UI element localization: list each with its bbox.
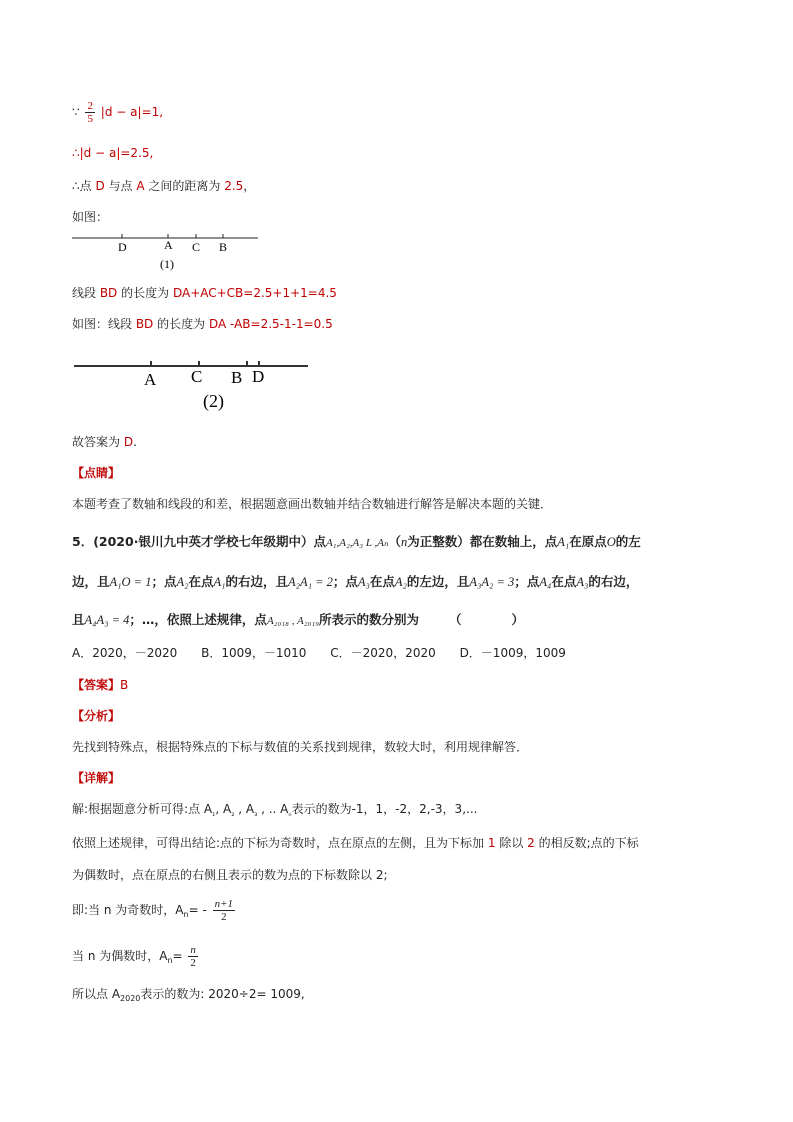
p5-l3-a: 且 — [72, 612, 85, 627]
point-d-label: D — [95, 179, 105, 193]
figure-2-label-d: D — [252, 367, 265, 386]
d4-denominator: 2 — [221, 911, 227, 923]
p5-l2-l: A₂ — [394, 575, 407, 589]
d5-numerator: n — [190, 944, 196, 956]
bd2-text-a: 如图：线段 — [72, 317, 136, 331]
d5-denominator: 2 — [190, 957, 196, 969]
d1-d: ₂ — [231, 809, 235, 818]
detail-line-2 — [72, 834, 639, 851]
fraction-n-over-2 — [188, 944, 198, 969]
p5-l1-a1: A₁ — [557, 535, 570, 549]
problem-5-line-3 — [72, 610, 524, 628]
p5-l1-n: n — [400, 535, 408, 549]
distance-text-g: ， — [243, 179, 256, 193]
problem-5-options — [72, 644, 586, 661]
detail-line-6 — [72, 985, 305, 1003]
bd-calc: DA+AC+CB=2.5+1+1=4.5 — [172, 286, 337, 300]
d4-a: 即:当 n 为奇数时，A — [72, 903, 184, 917]
p5-l2-d: A₂ — [176, 575, 189, 589]
d4-numerator: n+1 — [214, 898, 234, 910]
p5-l1-e: 为正整数）都在数轴上，点 — [407, 534, 558, 549]
p5-l2-f: A₁ — [213, 575, 226, 589]
final-answer-letter: D — [123, 435, 134, 449]
detail-line-3: 为偶数时，点在原点的右侧且表示的数为点的下标数除以 2; — [72, 868, 388, 882]
p5-l1-points: A₁,A₂,A₃ L ,Aₙ — [325, 537, 389, 549]
bd-text-c: 的长度为 — [117, 286, 173, 300]
distance-text-e: 之间的距离为 — [144, 179, 225, 193]
because-symbol: ∵ — [72, 105, 80, 119]
fraction-numerator: 2 — [87, 100, 93, 112]
final-text-c: . — [133, 435, 137, 449]
problem-5-line-2 — [72, 572, 638, 590]
p5-l1-origin: O — [606, 535, 616, 549]
distance-value: 2.5 — [224, 179, 244, 193]
d6-b: 2020 — [120, 994, 141, 1003]
p5-l2-b: A₁O = 1 — [109, 575, 152, 589]
figure-2-label-b: B — [231, 368, 243, 387]
condition-rest: |d − a|=1, — [100, 105, 164, 119]
p5-l2-m: 的左边，且 — [406, 574, 470, 589]
p5-l2-n: A₃A₂ = 3 — [469, 575, 515, 589]
figure-1-caption: (1) — [160, 257, 174, 271]
p5-l2-h: A₂A₁ = 2 — [287, 575, 333, 589]
p5-l3-f: （ ） — [449, 612, 525, 627]
bd-text-a: 线段 — [72, 286, 100, 300]
p5-l3-d: A₂₀₁₈ , A₂₀₁₉ — [266, 615, 320, 627]
point-a-label: A — [136, 179, 145, 193]
line-abs-value: ∴|d − a|=2.5, — [72, 146, 154, 160]
p5-l2-j: A₃ — [357, 575, 370, 589]
line-final-answer — [72, 433, 137, 450]
answer-line — [72, 676, 128, 693]
d4-c: = - — [188, 903, 207, 917]
d5-b: n — [167, 956, 173, 965]
d1-i: 表示的数为-1，1，-2，2,-3，3,... — [291, 802, 478, 816]
detail-line-1 — [72, 800, 477, 818]
detail-line-4 — [72, 898, 237, 923]
p5-l2-a: 边，且 — [72, 574, 110, 589]
figure-2-caption: (2) — [203, 391, 224, 411]
answer-value: B — [120, 678, 129, 692]
d1-a: 解:根据题意分析可得:点 A — [72, 802, 213, 816]
fraction-denominator: 5 — [87, 113, 93, 125]
option-a: A．2020，－2020 — [72, 646, 178, 660]
d1-e: , A — [234, 802, 255, 816]
d2-d: 2 — [527, 836, 535, 850]
detail-line-5 — [72, 944, 200, 969]
option-c: C．－2020，2020 — [330, 646, 436, 660]
p5-l2-g: 的右边，且 — [225, 574, 288, 589]
d2-a: 依照上述规律，可得出结论:点的下标为奇数时，点在原点的左侧，且为下标加 — [72, 836, 488, 850]
bd2-text-c: 的长度为 — [153, 317, 209, 331]
p5-l2-i: ；点 — [332, 574, 358, 589]
answer-heading: 【答案】 — [72, 678, 121, 692]
option-b: B．1009，－1010 — [201, 646, 307, 660]
analysis-heading: 【分析】 — [72, 709, 121, 723]
number-line-figure-2 — [72, 356, 312, 412]
d2-c: 除以 — [495, 836, 528, 850]
distance-text-a: ∴点 — [72, 179, 96, 193]
p5-l1-c: （ — [388, 534, 401, 549]
d1-f: ₃ — [254, 809, 258, 818]
p5-l3-b: A₄A₃ = 4 — [84, 613, 130, 627]
p5-l2-k: 在点 — [369, 574, 395, 589]
detail-heading: 【详解】 — [72, 771, 121, 785]
bd2-label: BD — [135, 317, 154, 331]
d2-b: 1 — [487, 836, 496, 850]
fraction-two-fifths — [85, 100, 95, 125]
d6-c: 表示的数为: 2020÷2= 1009, — [140, 987, 305, 1001]
line-bd-length-1 — [72, 284, 337, 301]
bd2-calc: DA -AB=2.5-1-1=0.5 — [208, 317, 333, 331]
problem-5-line-1 — [72, 532, 641, 550]
p5-l2-c: ；点 — [151, 574, 177, 589]
p5-l2-s: 的右边， — [588, 574, 639, 589]
p5-l2-e: 在点 — [188, 574, 214, 589]
figure-1-label-a: A — [164, 238, 173, 252]
p5-l2-r: A₃ — [576, 575, 589, 589]
p5-l1-a: 5．(2020·银川九中英才学校七年级期中）点 — [72, 534, 326, 549]
distance-text-c: 与点 — [104, 179, 137, 193]
line-bd-length-2 — [72, 315, 333, 332]
p5-l1-g: 在原点 — [569, 534, 607, 549]
line-given-condition — [72, 100, 163, 125]
d6-a: 所以点 A — [72, 987, 121, 1001]
d5-c: = — [172, 949, 183, 963]
figure-2-label-c: C — [191, 367, 203, 386]
option-d: D．－1009，1009 — [459, 646, 566, 660]
d1-c: , A — [215, 802, 232, 816]
line-see-figure-1: 如图： — [72, 210, 109, 224]
p5-l2-q: 在点 — [551, 574, 577, 589]
d5-a: 当 n 为偶数时，A — [72, 949, 168, 963]
dianjing-text: 本题考查了数轴和线段的和差，根据题意画出数轴并结合数轴进行解答是解决本题的关键． — [72, 497, 553, 511]
d4-b: n — [183, 910, 189, 919]
figure-2-label-a: A — [144, 370, 157, 389]
figure-1-label-d: D — [118, 240, 127, 254]
p5-l3-c: ；…，依照上述规律，点 — [129, 612, 267, 627]
line-distance — [72, 177, 255, 194]
analysis-text: 先找到特殊点，根据特殊点的下标与数值的关系找到规律，数较大时，利用规律解答． — [72, 740, 529, 754]
p5-l2-o: ；点 — [514, 574, 540, 589]
d1-b: ₁ — [212, 809, 216, 818]
p5-l1-i: 的左 — [615, 534, 641, 549]
d1-g: , .. A — [257, 802, 289, 816]
figure-1-label-c: C — [192, 240, 201, 254]
d1-h: ₙ — [288, 809, 292, 818]
figure-1-label-b: B — [219, 240, 228, 254]
d2-e: 的相反数;点的下标 — [534, 836, 639, 850]
p5-l3-e: 所表示的数分别为 — [319, 612, 420, 627]
dianjing-heading: 【点睛】 — [72, 466, 121, 480]
fraction-n-plus-1-over-2 — [213, 898, 235, 923]
bd-label: BD — [99, 286, 118, 300]
number-line-figure-1 — [72, 228, 262, 274]
p5-l2-p: A₄ — [539, 575, 552, 589]
final-text-a: 故答案为 — [72, 435, 124, 449]
